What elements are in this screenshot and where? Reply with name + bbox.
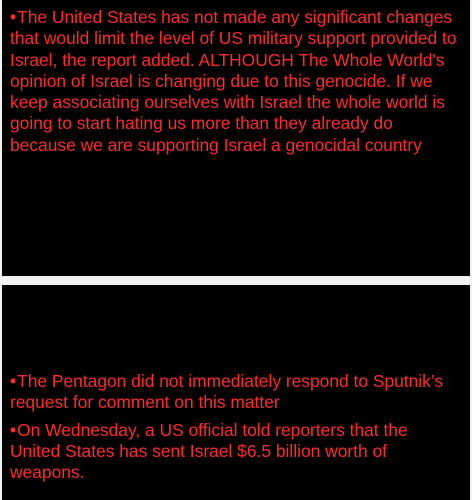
bullet-icon: • <box>10 371 17 391</box>
paragraph-pentagon <box>10 371 462 414</box>
paragraph-text: On Wednesday, a US official told reporters that the United States has sent Israel $6.5 billion worth of weapons. <box>10 419 408 483</box>
paragraph-text: The United States has not made any significant changes that would limit the level of US military support provided to Israel, the report added. ALTHOUGH The Whole World's opinion of Israel is changing due to this genocide. If we keep associating ourselves with Israel the whole world is going to start hating us more than they already do because we are supporting Israel a genocidal country <box>10 7 457 155</box>
paragraph-weapons <box>10 420 462 484</box>
bullet-icon: • <box>10 419 17 440</box>
bottom-text-panel <box>2 285 470 500</box>
top-text-panel <box>2 0 470 276</box>
bullet-icon: • <box>10 7 17 27</box>
paragraph-report-changes <box>10 7 462 156</box>
paragraph-text: The Pentagon did not immediately respond to Sputnik’s request for comment on this matter <box>10 371 444 413</box>
